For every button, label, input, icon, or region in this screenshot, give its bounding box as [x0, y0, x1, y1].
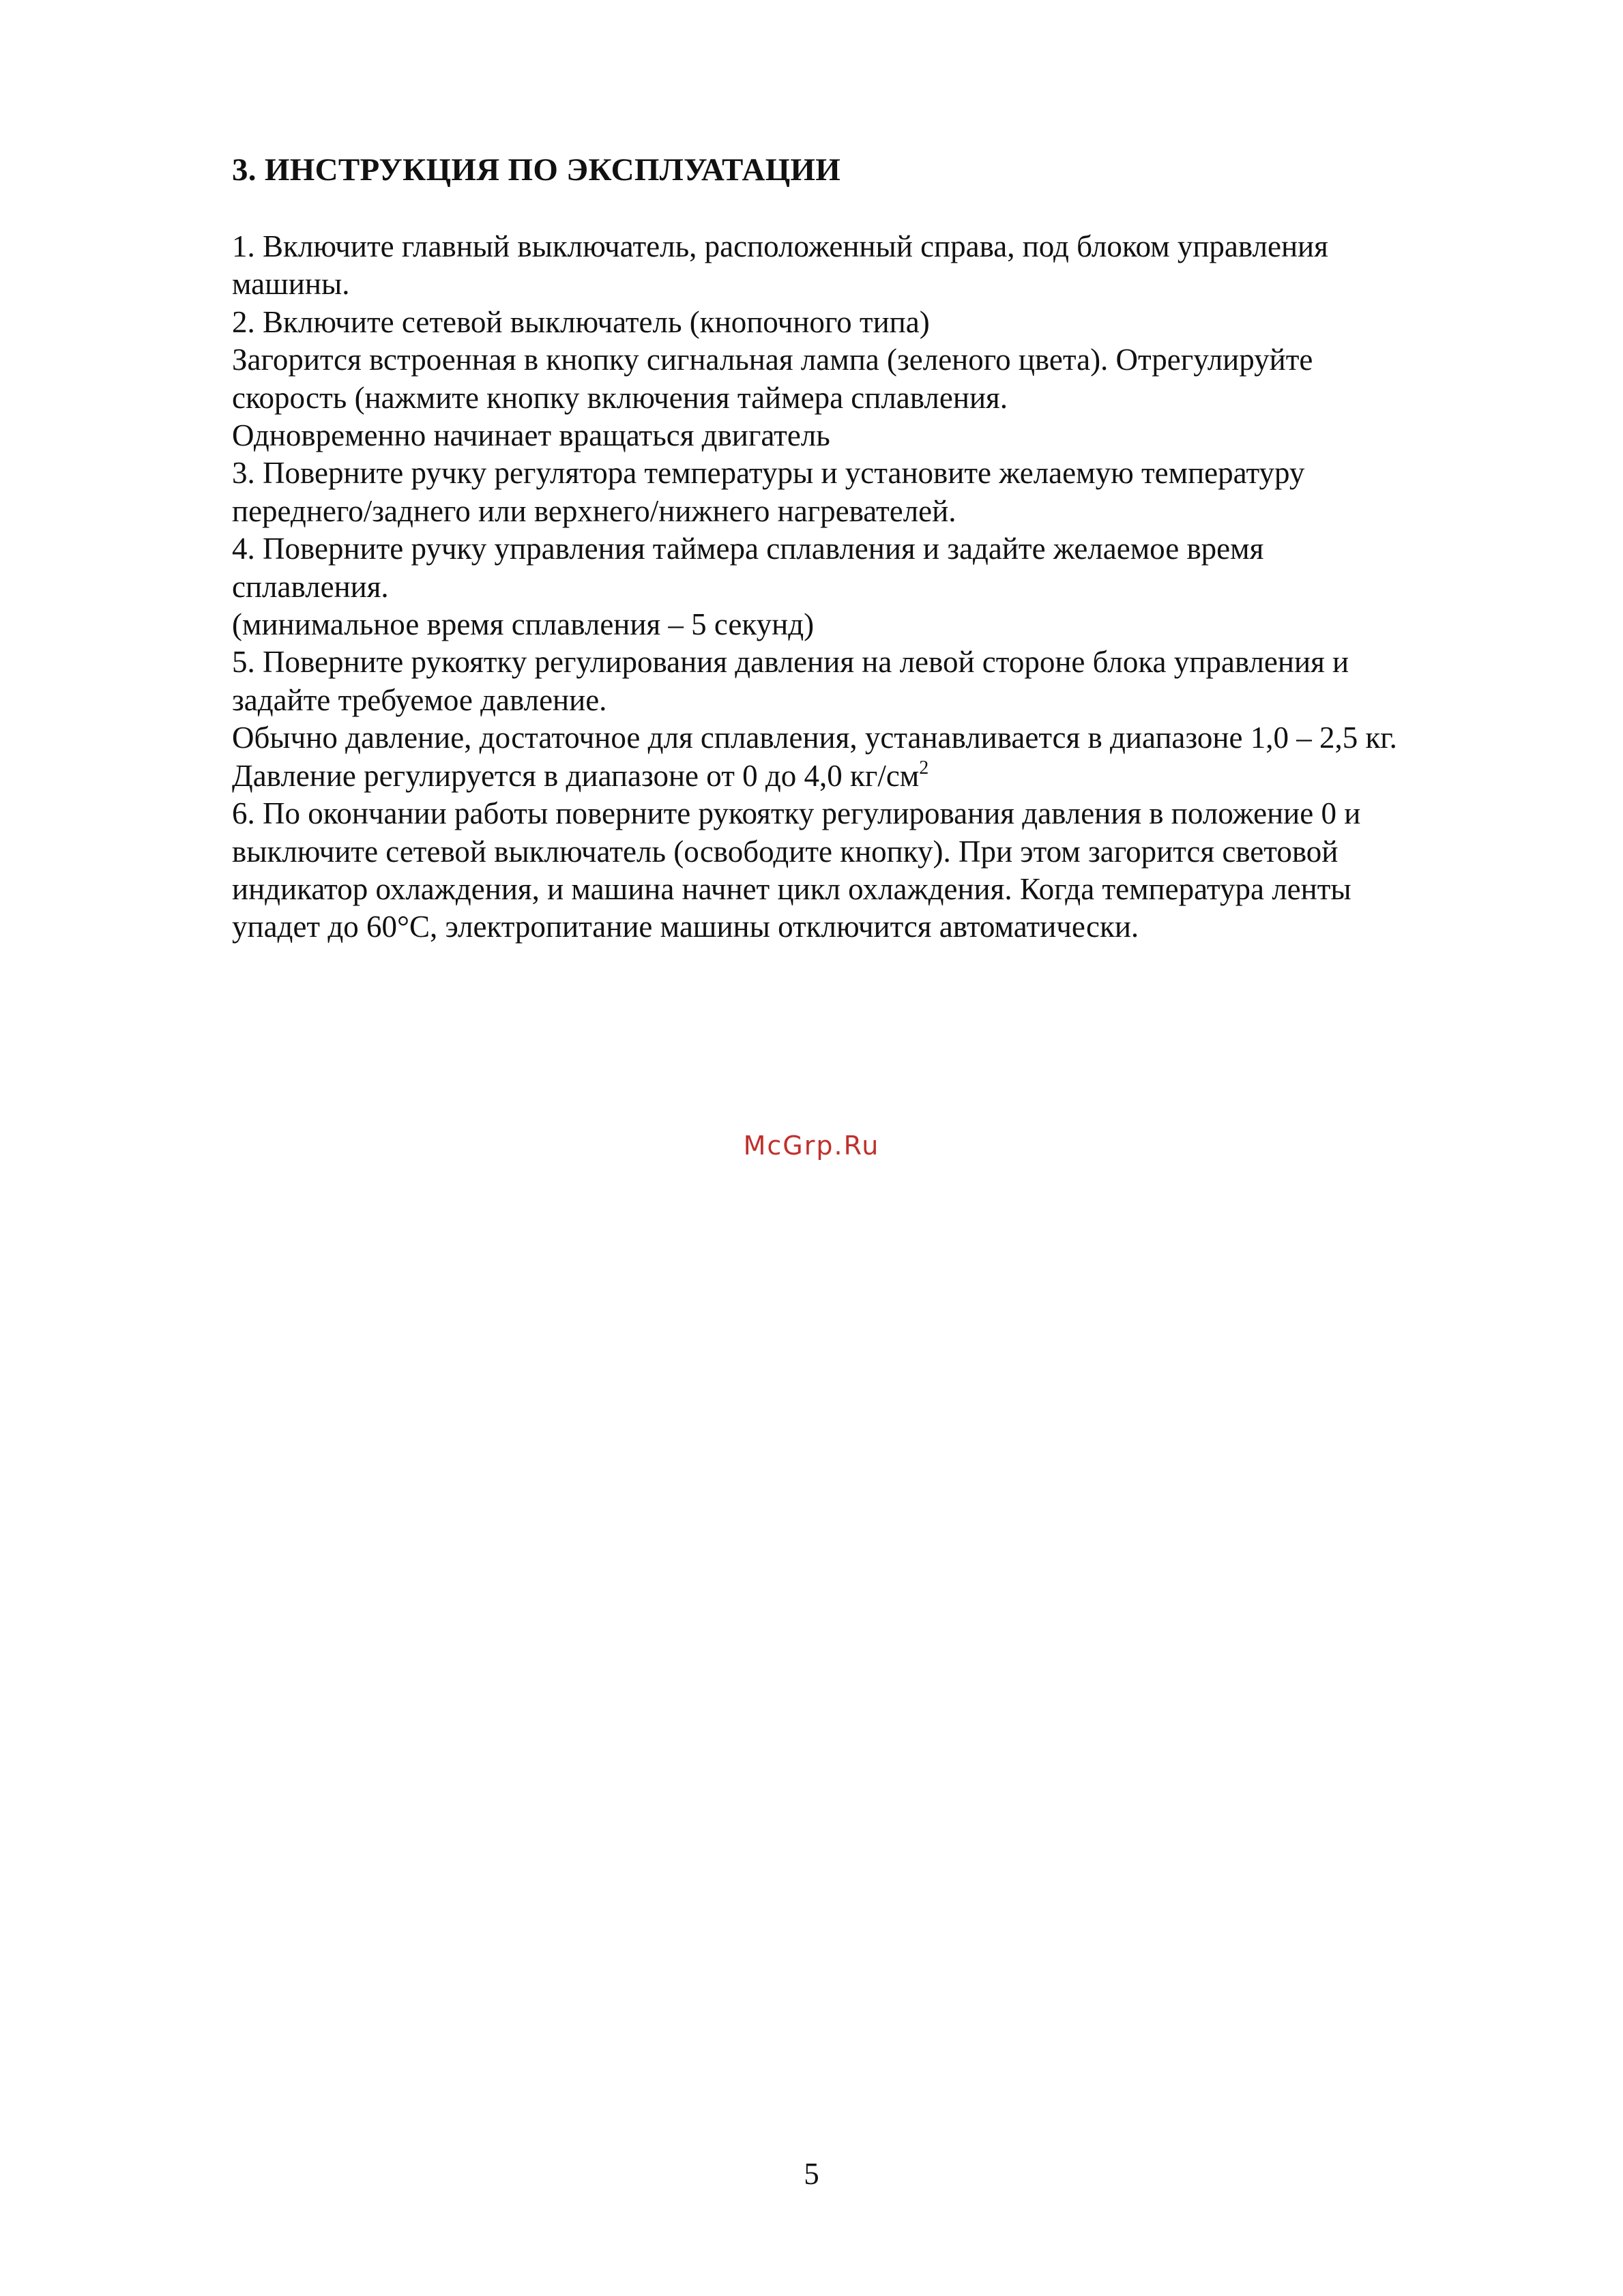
text-line: сплавления.: [232, 569, 389, 604]
section-title: 3. ИНСТРУКЦИЯ ПО ЭКСПЛУАТАЦИИ: [232, 152, 841, 188]
text-line: 1. Включите главный выключатель, расположенный справа, под блоком управления: [232, 229, 1328, 263]
text-line: скорость (нажмите кнопку включения таймера сплавления.: [232, 380, 1008, 415]
text-line: выключите сетевой выключатель (освободите кнопку). При этом загорится световой: [232, 834, 1339, 869]
text-line: 6. По окончании работы поверните рукоятку регулирования давления в положение 0 и: [232, 796, 1361, 831]
watermark: McGrp.Ru: [743, 1131, 880, 1161]
text-line: Загорится встроенная в кнопку сигнальная лампа (зеленого цвета). Отрегулируйте: [232, 343, 1313, 377]
text-line: машины.: [232, 267, 350, 302]
text-line: 4. Поверните ручку управления таймера сплавления и задайте желаемое время: [232, 532, 1264, 566]
text-line: Обычно давление, достаточное для сплавления, устанавливается в диапазоне 1,0 – 2,5 кг.: [232, 721, 1397, 755]
text-line: упадет до 60°С, электропитание машины отключится автоматически.: [232, 910, 1139, 944]
text-line: Одновременно начинает вращаться двигатель: [232, 418, 830, 453]
text-line: 2. Включите сетевой выключатель (кнопочного типа): [232, 304, 930, 339]
text-line: индикатор охлаждения, и машина начнет цикл охлаждения. Когда температура ленты: [232, 871, 1351, 906]
text-line: 3. Поверните ручку регулятора температуры и установите желаемую температуру: [232, 456, 1305, 491]
text-line: задайте требуемое давление.: [232, 682, 607, 717]
superscript-two: 2: [919, 757, 929, 779]
text-line: (минимальное время сплавления – 5 секунд): [232, 607, 815, 642]
page-number: 5: [804, 2157, 819, 2191]
text-line: переднего/заднего или верхнего/нижнего нагревателей.: [232, 493, 956, 528]
text-line-with-superscript: [232, 757, 1583, 795]
text-line: 5. Поверните рукоятку регулирования давления на левой стороне блока управления и: [232, 645, 1349, 680]
pressure-range-text: Давление регулируется в диапазоне от 0 до 4,0 кг/см: [232, 758, 920, 793]
instructions-text: [232, 228, 1583, 946]
